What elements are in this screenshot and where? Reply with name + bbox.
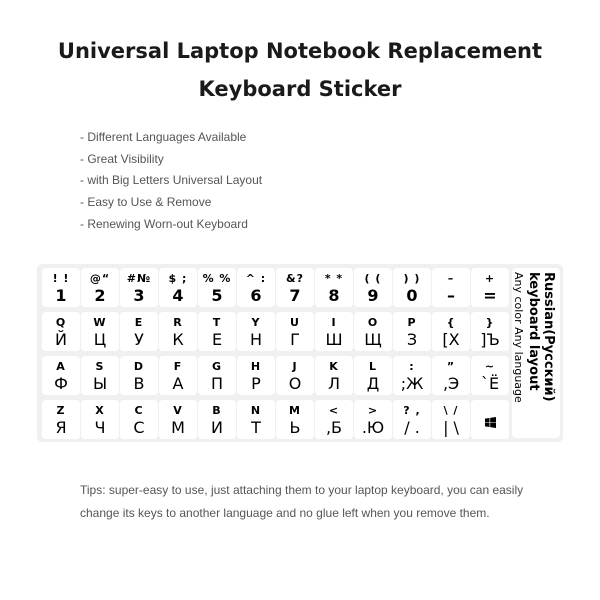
key-sticker	[198, 356, 236, 395]
key-cyrillic-label: =	[483, 286, 497, 305]
key-cyrillic-label: Й	[55, 330, 67, 349]
feature-item: - with Big Letters Universal Layout	[80, 173, 263, 188]
key-cyrillic-label: ]Ъ	[480, 330, 500, 349]
key-cyrillic-label: [Х	[442, 330, 460, 349]
key-cyrillic-label: ;Ж	[400, 374, 424, 393]
key-sticker	[276, 268, 314, 307]
page-title-line-1: Universal Laptop Notebook Replacement	[57, 39, 543, 63]
key-latin-label: Q	[55, 316, 67, 329]
key-latin-label: I	[331, 316, 337, 329]
key-sticker	[393, 268, 431, 307]
key-cyrillic-label: 8	[328, 286, 340, 305]
key-cyrillic-label: Ы	[92, 374, 108, 393]
key-sticker	[159, 312, 197, 351]
key-sticker	[432, 356, 470, 395]
tips-paragraph: Tips: super-easy to use, just attaching them to your laptop keyboard, you can easily change its keys to another language and no glue left when you remove them.	[80, 483, 524, 520]
key-sticker	[354, 312, 392, 351]
key-latin-label: &?	[286, 272, 304, 285]
key-latin-label: Z	[56, 404, 66, 417]
key-latin-label: X	[95, 404, 105, 417]
key-sticker	[393, 312, 431, 351]
key-cyrillic-label: Т	[251, 418, 261, 437]
key-cyrillic-label: Л	[327, 374, 341, 393]
key-latin-label: \ /	[443, 404, 459, 417]
key-latin-label: A	[56, 360, 66, 373]
key-latin-label: C	[134, 404, 144, 417]
page-title	[0, 32, 600, 108]
key-latin-label: P	[407, 316, 417, 329]
keyboard-sticker-image	[37, 264, 563, 442]
key-latin-label: >	[367, 404, 379, 417]
key-cyrillic-label: 4	[172, 286, 184, 305]
key-sticker	[159, 268, 197, 307]
key-latin-label: :	[409, 360, 415, 373]
key-latin-label: #№	[126, 272, 152, 285]
feature-item: - Renewing Worn-out Keyboard	[80, 216, 248, 231]
key-cyrillic-label: `Ё	[480, 374, 500, 393]
key-latin-label: ~	[484, 360, 496, 373]
key-cyrillic-label: У	[134, 330, 144, 349]
key-sticker	[393, 356, 431, 395]
key-cyrillic-label: Ф	[54, 374, 68, 393]
key-sticker	[432, 268, 470, 307]
layout-variants-label: Any color Any language	[512, 272, 525, 403]
key-cyrillic-label: 2	[94, 286, 106, 305]
key-latin-label: B	[212, 404, 222, 417]
key-cyrillic-label: 9	[367, 286, 379, 305]
key-cyrillic-label: 0	[406, 286, 418, 305]
key-latin-label: N	[250, 404, 262, 417]
key-sticker	[237, 312, 275, 351]
key-cyrillic-label: 3	[133, 286, 145, 305]
key-latin-label: ”	[446, 360, 456, 373]
key-cyrillic-label: К	[172, 330, 184, 349]
key-cyrillic-label: А	[172, 374, 184, 393]
key-cyrillic-label: Ц	[93, 330, 107, 349]
key-cyrillic-label: Ь	[289, 418, 301, 437]
key-cyrillic-label: Е	[211, 330, 223, 349]
layout-label-panel	[512, 268, 560, 438]
key-sticker	[276, 312, 314, 351]
key-sticker	[471, 312, 509, 351]
key-sticker	[471, 268, 509, 307]
key-latin-label: J	[292, 360, 298, 373]
key-latin-label: % %	[202, 272, 232, 285]
page-title-line-2: Keyboard Sticker	[198, 77, 402, 101]
key-cyrillic-label: 1	[55, 286, 67, 305]
key-sticker	[276, 356, 314, 395]
key-latin-label: $ ;	[168, 272, 188, 285]
key-sticker	[237, 268, 275, 307]
key-sticker	[315, 356, 353, 395]
key-latin-label: ! !	[52, 272, 70, 285]
key-latin-label: ( (	[364, 272, 382, 285]
key-latin-label: –	[447, 272, 455, 285]
key-cyrillic-label: О	[288, 374, 302, 393]
key-latin-label: W	[93, 316, 107, 329]
key-cyrillic-label: .Ю	[361, 418, 385, 437]
key-latin-label: ) )	[403, 272, 421, 285]
key-latin-label: E	[134, 316, 144, 329]
key-latin-label: +	[484, 272, 496, 285]
key-sticker	[42, 400, 80, 439]
key-cyrillic-label: Н	[249, 330, 263, 349]
key-latin-label: ^ :	[245, 272, 267, 285]
key-cyrillic-label: ‚Э	[442, 374, 460, 393]
key-cyrillic-label: –	[447, 286, 455, 305]
key-latin-label: H	[250, 360, 262, 373]
key-sticker	[42, 268, 80, 307]
key-latin-label: V	[173, 404, 183, 417]
key-sticker	[237, 400, 275, 439]
key-latin-label: T	[212, 316, 222, 329]
key-sticker	[354, 400, 392, 439]
key-cyrillic-label: Г	[290, 330, 300, 349]
key-latin-label: R	[173, 316, 183, 329]
key-cyrillic-label: Р	[251, 374, 261, 393]
key-sticker	[471, 400, 509, 439]
key-latin-label: F	[173, 360, 183, 373]
key-latin-label: K	[329, 360, 339, 373]
key-sticker	[159, 400, 197, 439]
key-sticker	[81, 268, 119, 307]
key-sticker	[120, 400, 158, 439]
key-sticker	[198, 400, 236, 439]
key-cyrillic-label: Щ	[364, 330, 382, 349]
key-sticker	[315, 400, 353, 439]
key-sticker	[315, 268, 353, 307]
key-sticker	[432, 400, 470, 439]
key-sticker	[354, 268, 392, 307]
key-latin-label: U	[290, 316, 300, 329]
key-sticker	[198, 268, 236, 307]
key-sticker	[81, 312, 119, 351]
key-cyrillic-label: З	[406, 330, 418, 349]
key-latin-label: L	[368, 360, 377, 373]
key-cyrillic-label: Ш	[325, 330, 343, 349]
key-cyrillic-label: Д	[366, 374, 380, 393]
key-sticker	[354, 356, 392, 395]
key-latin-label: }	[485, 316, 495, 329]
key-cyrillic-label: М	[171, 418, 185, 437]
key-latin-label: S	[95, 360, 105, 373]
key-sticker	[315, 312, 353, 351]
feature-list	[80, 127, 262, 236]
key-latin-label: D	[133, 360, 145, 373]
key-sticker	[120, 268, 158, 307]
key-sticker	[120, 312, 158, 351]
key-cyrillic-label: ,Б	[325, 418, 343, 437]
layout-type-label: keyboard layout	[526, 272, 541, 391]
key-cyrillic-label: 7	[289, 286, 301, 305]
key-latin-label: <	[328, 404, 340, 417]
key-sticker	[42, 356, 80, 395]
key-sticker	[159, 356, 197, 395]
key-latin-label: * *	[324, 272, 344, 285]
feature-item: - Great Visibility	[80, 151, 164, 166]
key-sticker	[237, 356, 275, 395]
key-sticker	[432, 312, 470, 351]
key-latin-label: M	[289, 404, 301, 417]
key-cyrillic-label: И	[211, 418, 223, 437]
key-latin-label: ? ,	[403, 404, 421, 417]
key-sticker	[198, 312, 236, 351]
key-cyrillic-label: 6	[250, 286, 262, 305]
key-sticker	[120, 356, 158, 395]
key-sticker	[42, 312, 80, 351]
key-cyrillic-label: Ч	[94, 418, 106, 437]
key-sticker	[81, 356, 119, 395]
key-sticker	[471, 356, 509, 395]
key-cyrillic-label: С	[133, 418, 145, 437]
key-latin-label: {	[446, 316, 456, 329]
windows-logo-icon	[485, 413, 496, 424]
key-cyrillic-label: 5	[211, 286, 223, 305]
key-latin-label: G	[211, 360, 223, 373]
key-sticker	[276, 400, 314, 439]
key-latin-label: O	[367, 316, 379, 329]
feature-item: - Different Languages Available	[80, 130, 247, 144]
key-sticker	[81, 400, 119, 439]
key-cyrillic-label: | \	[443, 418, 459, 437]
layout-language-label: Russian(Русский)	[541, 272, 556, 402]
key-cyrillic-label: П	[210, 374, 224, 393]
key-cyrillic-label: В	[133, 374, 145, 393]
key-cyrillic-label: Я	[55, 418, 67, 437]
feature-item: - Easy to Use & Remove	[80, 195, 212, 210]
key-latin-label: Y	[251, 316, 261, 329]
key-cyrillic-label: / .	[404, 418, 420, 437]
key-latin-label: @“	[89, 272, 111, 285]
key-sticker	[393, 400, 431, 439]
